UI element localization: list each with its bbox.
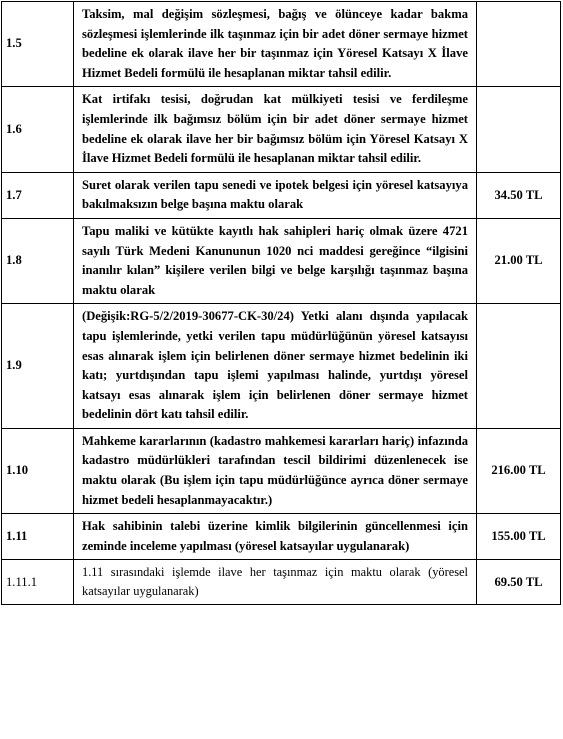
row-amount: 216.00 TL bbox=[477, 428, 561, 513]
row-amount: 21.00 TL bbox=[477, 218, 561, 303]
table-row bbox=[2, 87, 561, 172]
row-description: Kat irtifakı tesisi, doğrudan kat mülkiyeti tesisi ve ferdileşme işlemlerinde ilk bağımsız bölüm için bir adet döner sermaye hizmet bedeline ek olarak ilave her bir bağımsız bölüm için Yöresel Katsayı X İlave Hizmet Bedeli formülü ile hesaplanan miktar tahsil edilir. bbox=[74, 87, 477, 172]
row-description: Mahkeme kararlarının (kadastro mahkemesi kararları hariç) infazında kadastro müdürlükleri tarafından tescil bildirimi düzenlenecek ise maktu olarak (Bu işlem için tapu müdürlüğünce ayrıca döner sermaye hizmet bedeli hesaplanmayacaktır.) bbox=[74, 428, 477, 513]
row-number: 1.6 bbox=[2, 87, 74, 172]
row-description: Tapu maliki ve kütükte kayıtlı hak sahipleri hariç olmak üzere 4721 sayılı Türk Medeni Kanununun 1020 nci maddesi gereğince “ilgisini inanılır kılan” kişilere verilen bilgi ve belge karşılığı taşınmaz başına maktu olarak bbox=[74, 218, 477, 303]
table-row bbox=[2, 428, 561, 513]
fee-table bbox=[1, 1, 561, 605]
table-row bbox=[2, 172, 561, 218]
table-row bbox=[2, 218, 561, 303]
table-row bbox=[2, 514, 561, 560]
row-description: 1.11 sırasındaki işlemde ilave her taşınmaz için maktu olarak (yöresel katsayılar uygulanarak) bbox=[74, 560, 477, 605]
table-row bbox=[2, 304, 561, 429]
row-amount: 34.50 TL bbox=[477, 172, 561, 218]
row-description: Hak sahibinin talebi üzerine kimlik bilgilerinin güncellenmesi için zeminde inceleme yapılması (yöresel katsayılar uygulanarak) bbox=[74, 514, 477, 560]
row-number: 1.8 bbox=[2, 218, 74, 303]
row-amount bbox=[477, 304, 561, 429]
table-row bbox=[2, 2, 561, 87]
row-number: 1.11.1 bbox=[2, 560, 74, 605]
row-number: 1.10 bbox=[2, 428, 74, 513]
row-number: 1.11 bbox=[2, 514, 74, 560]
row-description: (Değişik:RG-5/2/2019-30677-CK-30/24) Yetki alanı dışında yapılacak tapu işlemlerinde, yetki verilen tapu müdürlüğünün yöresel katsayısı esas alınarak işlem için belirlenen döner sermaye hizmet bedelinin iki katı; yurtdışından tapu işlemi yapılması halinde, yurtdışı yöresel katsayı esas alınarak işlem için belirlenen döner sermaye hizmet bedelinin dört katı tahsil edilir. bbox=[74, 304, 477, 429]
row-amount bbox=[477, 87, 561, 172]
row-amount bbox=[477, 2, 561, 87]
row-number: 1.9 bbox=[2, 304, 74, 429]
row-amount: 69.50 TL bbox=[477, 560, 561, 605]
row-number: 1.5 bbox=[2, 2, 74, 87]
row-description: Suret olarak verilen tapu senedi ve ipotek belgesi için yöresel katsayıya bakılmaksızın belge başına maktu olarak bbox=[74, 172, 477, 218]
row-number: 1.7 bbox=[2, 172, 74, 218]
table-row bbox=[2, 560, 561, 605]
row-description: Taksim, mal değişim sözleşmesi, bağış ve ölünceye kadar bakma sözleşmesi işlemlerinde ilk taşınmaz için bir adet döner sermaye hizmet bedeline ek olarak ilave her bir taşınmaz için Yöresel Katsayı X İlave Hizmet Bedeli formülü ile hesaplanan miktar tahsil edilir. bbox=[74, 2, 477, 87]
row-amount: 155.00 TL bbox=[477, 514, 561, 560]
